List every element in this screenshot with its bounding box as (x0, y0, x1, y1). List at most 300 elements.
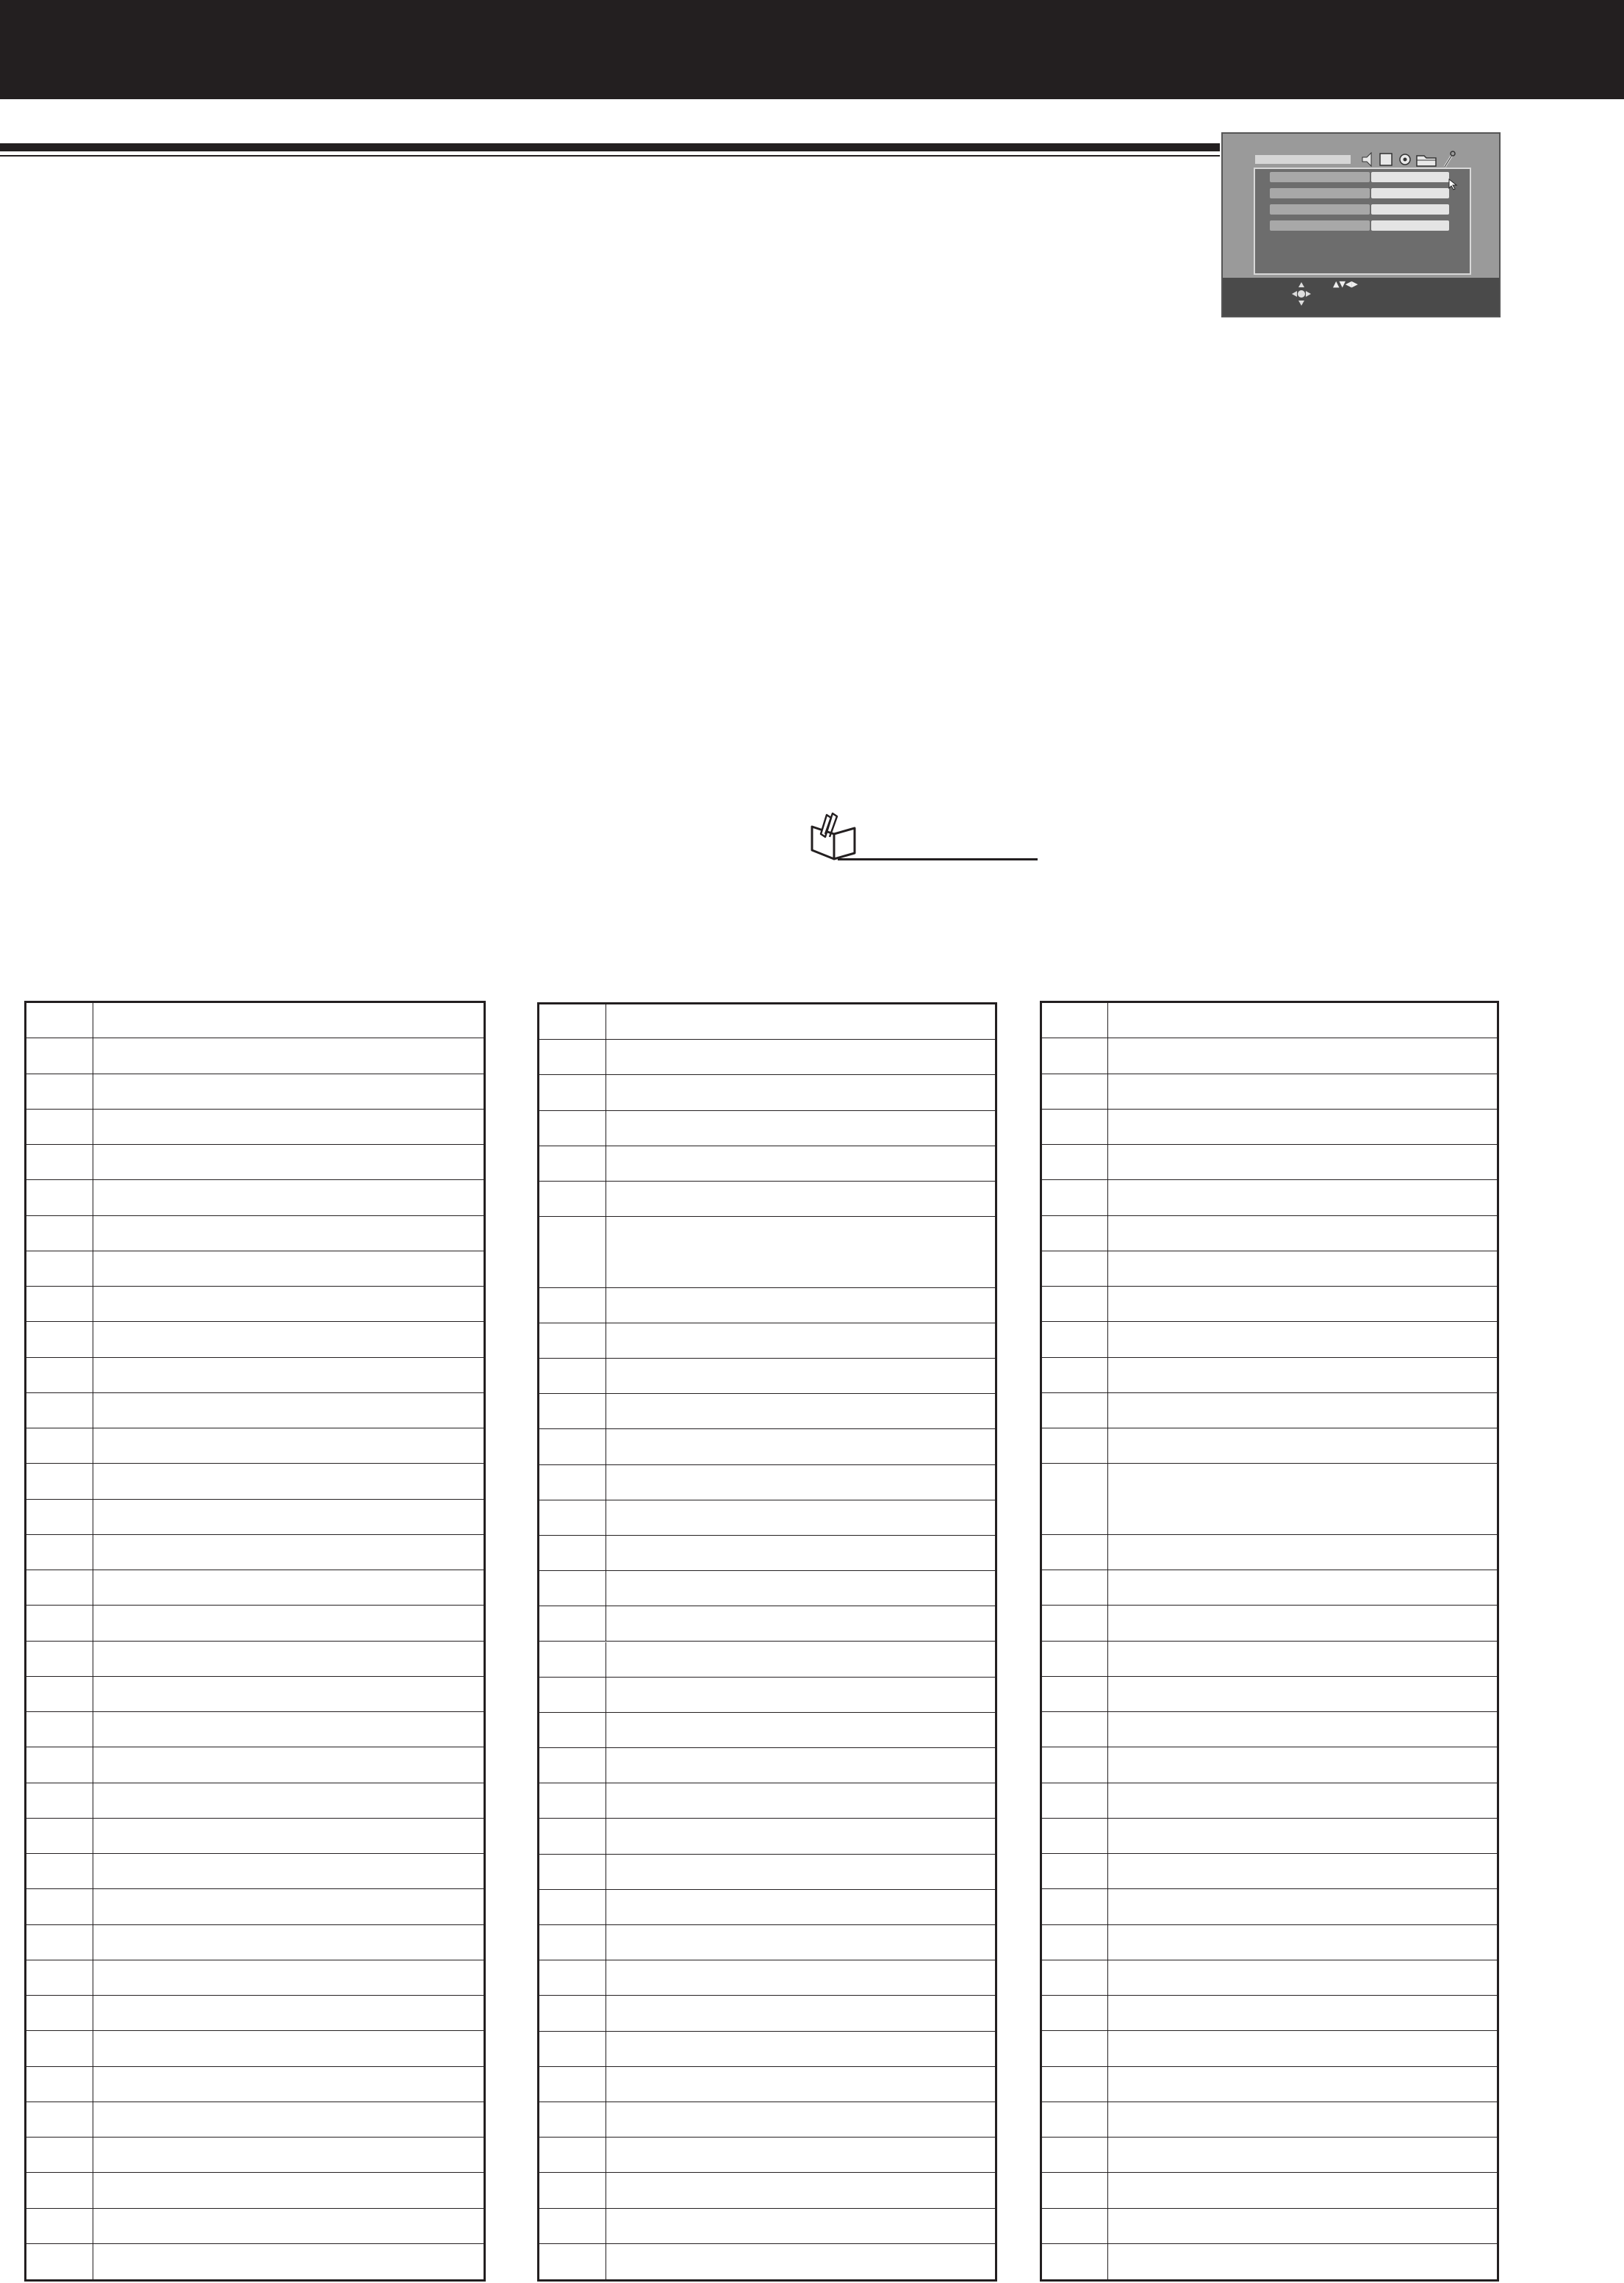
table-row (1042, 1925, 1497, 1960)
table-cell-code (1042, 1783, 1108, 1818)
table-cell-code (26, 1464, 93, 1498)
table-cell-item (606, 1783, 995, 1818)
table-cell-code (1042, 1677, 1108, 1711)
table-cell-item (606, 1960, 995, 1995)
table-cell-code (1042, 2067, 1108, 2102)
table-row (539, 1606, 995, 1642)
table-row (1042, 1819, 1497, 1854)
table-cell-code (26, 1819, 93, 1853)
table-cell-code (26, 2102, 93, 2137)
table-cell-item (606, 1500, 995, 1535)
table-cell-code (1042, 1216, 1108, 1251)
table-cell-code (1042, 1606, 1108, 1640)
table-cell-code (539, 1182, 606, 1216)
table-cell-item (606, 2102, 995, 2137)
table-row (539, 1075, 995, 1110)
table-row (1042, 1996, 1497, 2031)
table-row (26, 1110, 484, 1145)
table-row (26, 1251, 484, 1287)
table-cell-item (93, 1570, 484, 1605)
table-row (539, 1465, 995, 1500)
table-cell-code (26, 1996, 93, 2030)
table-row (1042, 1428, 1497, 1464)
table-cell-item (1108, 1003, 1497, 1038)
table-cell-item (606, 1323, 995, 1358)
table-cell-item (606, 1642, 995, 1677)
table-row (539, 1217, 995, 1287)
table-cell-item (1108, 2031, 1497, 2066)
table-cell-code (26, 2138, 93, 2172)
table-cell-code (1042, 1428, 1108, 1463)
table-cell-code (1042, 1145, 1108, 1179)
table-cell-code (1042, 2102, 1108, 2137)
title-rule (0, 143, 1220, 151)
table-cell-item (606, 1075, 995, 1110)
table-row (539, 1288, 995, 1323)
table-cell-code (1042, 2138, 1108, 2172)
table-row (26, 1393, 484, 1428)
table-row (1042, 1358, 1497, 1393)
table-cell-item (606, 1217, 995, 1287)
table-cell-code (539, 2244, 606, 2279)
table-cell-code (539, 1819, 606, 1853)
table-cell-code (539, 1323, 606, 1358)
table-row (26, 1003, 484, 1038)
table-cell-code (1042, 2244, 1108, 2279)
table-cell-code (26, 1712, 93, 1747)
table-cell-code (539, 1606, 606, 1641)
table-row (539, 2173, 995, 2208)
table-cell-item (606, 1713, 995, 1747)
table-cell-item (93, 1854, 484, 1888)
table-cell-code (1042, 1819, 1108, 1853)
table-row (1042, 1287, 1497, 1322)
table-row (26, 2067, 484, 2102)
table-row (26, 1783, 484, 1819)
table-cell-code (26, 1854, 93, 1888)
table-cell-item (606, 1111, 995, 1146)
table-cell-item (1108, 1819, 1497, 1853)
table-cell-item (93, 2138, 484, 2172)
osd-footer-hint: ▲▼◀▶ (1333, 279, 1358, 289)
note-underline (838, 858, 1038, 860)
table-cell-item (1108, 1428, 1497, 1463)
table-row (26, 1358, 484, 1393)
table-cell-item (1108, 1464, 1497, 1534)
table-cell-item (93, 1677, 484, 1711)
table-cell-item (606, 1429, 995, 1464)
table-row (26, 2138, 484, 2173)
table-right (1040, 1001, 1499, 2282)
table-cell-code (26, 1358, 93, 1392)
table-cell-code (539, 1996, 606, 2030)
table-row (1042, 1038, 1497, 1074)
table-cell-code (1042, 2173, 1108, 2207)
table-cell-code (539, 1111, 606, 1146)
table-row (539, 1323, 995, 1359)
osd-menu-row (1270, 220, 1449, 231)
table-cell-code (1042, 1712, 1108, 1747)
table-cell-code (26, 1287, 93, 1321)
table-row (1042, 1393, 1497, 1428)
table-row (26, 1889, 484, 1924)
table-cell-item (93, 1606, 484, 1640)
folder-icon (1417, 156, 1436, 166)
table-cell-item (1108, 1606, 1497, 1640)
table-row (26, 1535, 484, 1570)
table-cell-code (26, 1606, 93, 1640)
table-cell-code (539, 1855, 606, 1889)
table-cell-code (539, 2173, 606, 2207)
table-row (539, 1855, 995, 1890)
table-row (26, 2244, 484, 2279)
table-cell-item (1108, 2138, 1497, 2172)
table-cell-code (1042, 1393, 1108, 1428)
table-cell-code (26, 1216, 93, 1251)
table-cell-item (1108, 1712, 1497, 1747)
table-row (539, 1678, 995, 1713)
table-cell-code (26, 1925, 93, 1960)
table-row (1042, 1464, 1497, 1535)
table-cell-item (1108, 1074, 1497, 1109)
table-row (539, 1571, 995, 1606)
table-row (26, 1428, 484, 1464)
table-cell-code (1042, 1110, 1108, 1144)
table-cell-item (93, 1003, 484, 1038)
table-cell-code (1042, 1180, 1108, 1215)
table-cell-item (1108, 1570, 1497, 1605)
table-row (1042, 1960, 1497, 1996)
table-row (539, 2032, 995, 2067)
table-cell-item (93, 2209, 484, 2243)
table-cell-item (606, 1004, 995, 1039)
table-row (1042, 1747, 1497, 1783)
table-row (1042, 1535, 1497, 1570)
table-cell-code (539, 1571, 606, 1606)
table-cell-code (1042, 1287, 1108, 1321)
table-cell-item (93, 1074, 484, 1109)
table-left (24, 1001, 486, 2282)
table-cell-item (93, 1747, 484, 1782)
table-row (1042, 1606, 1497, 1641)
table-cell-code (26, 1393, 93, 1428)
table-cell-item (606, 2138, 995, 2172)
table-cell-code (26, 1747, 93, 1782)
table-cell-code (26, 1322, 93, 1356)
table-cell-item (93, 1428, 484, 1463)
table-row (539, 1500, 995, 1536)
table-cell-item (1108, 2173, 1497, 2207)
table-cell-code (26, 1642, 93, 1676)
osd-menu-row (1270, 204, 1449, 215)
table-row (1042, 1642, 1497, 1677)
table-row (1042, 1783, 1497, 1819)
table-cell-item (93, 1500, 484, 1534)
table-cell-code (26, 2209, 93, 2243)
table-cell-item (93, 1145, 484, 1179)
table-row (1042, 1110, 1497, 1145)
table-cell-item (606, 1678, 995, 1712)
table-cell-item (93, 1925, 484, 1960)
table-cell-code (1042, 2209, 1108, 2243)
table-cell-code (26, 1535, 93, 1570)
table-cell-code (1042, 1535, 1108, 1570)
table-cell-code (539, 2102, 606, 2137)
table-cell-item (1108, 1925, 1497, 1960)
table-cell-item (93, 1642, 484, 1676)
table-row (539, 2102, 995, 2138)
table-row (26, 1996, 484, 2031)
table-cell-code (26, 1145, 93, 1179)
table-cell-code (539, 1960, 606, 1995)
table-cell-code (539, 1075, 606, 1110)
table-cell-code (26, 1960, 93, 1995)
table-row (1042, 2102, 1497, 2138)
table-cell-item (93, 1464, 484, 1498)
table-row (1042, 2209, 1497, 2244)
table-row (26, 1216, 484, 1251)
table-cell-item (1108, 1677, 1497, 1711)
osd-menu-footer (1223, 278, 1499, 316)
table-row (539, 2138, 995, 2173)
table-cell-item (93, 1180, 484, 1215)
table-cell-code (26, 1038, 93, 1073)
table-cell-item (1108, 2209, 1497, 2243)
table-row (539, 1748, 995, 1783)
table-row (539, 1004, 995, 1040)
note-book-icon (805, 812, 863, 863)
table-row (26, 1180, 484, 1215)
table-cell-code (1042, 1570, 1108, 1605)
table-cell-item (1108, 1038, 1497, 1073)
table-cell-code (26, 2244, 93, 2279)
table-cell-code (26, 1428, 93, 1463)
table-cell-code (1042, 1960, 1108, 1995)
header-band (0, 0, 1624, 99)
table-row (1042, 1216, 1497, 1251)
table-row (26, 1854, 484, 1889)
table-cell-code (26, 1783, 93, 1818)
table-cell-code (1042, 1747, 1108, 1782)
table-row (1042, 1677, 1497, 1712)
table-cell-item (1108, 1535, 1497, 1570)
table-cell-item (93, 1110, 484, 1144)
table-cell-code (539, 2209, 606, 2243)
speaker-icon (1362, 153, 1371, 166)
title-rule-thin (0, 155, 1220, 157)
table-row (539, 1925, 995, 1960)
wrench-icon (1445, 151, 1455, 167)
table-cell-item (1108, 1110, 1497, 1144)
table-cell-item (1108, 1642, 1497, 1676)
table-cell-code (26, 1074, 93, 1109)
table-cell-code (1042, 1996, 1108, 2030)
table-cell-item (606, 2067, 995, 2102)
table-cell-code (1042, 2031, 1108, 2066)
table-cell-item (93, 1251, 484, 1286)
table-row (26, 1038, 484, 1074)
table-cell-item (93, 1960, 484, 1995)
table-row (26, 1960, 484, 1996)
table-cell-item (606, 2173, 995, 2207)
table-cell-code (539, 1890, 606, 1924)
table-row (539, 2067, 995, 2102)
table-cell-item (606, 1925, 995, 1960)
table-cell-code (1042, 1464, 1108, 1534)
table-cell-item (1108, 1251, 1497, 1286)
table-row (539, 1996, 995, 2031)
table-row (26, 2031, 484, 2066)
table-cell-code (1042, 1854, 1108, 1888)
table-cell-item (606, 1394, 995, 1428)
table-row (1042, 1251, 1497, 1287)
table-cell-item (93, 2031, 484, 2066)
table-cell-code (1042, 1003, 1108, 1038)
table-cell-item (93, 1393, 484, 1428)
table-row (1042, 2244, 1497, 2279)
table-cell-item (606, 1855, 995, 1889)
arrow-pad-icon (1290, 281, 1312, 307)
table-cell-item (606, 1182, 995, 1216)
table-row (26, 2102, 484, 2138)
table-row (1042, 2067, 1497, 2102)
table-cell-item (93, 1287, 484, 1321)
table-cell-item (93, 1889, 484, 1924)
table-row (1042, 1074, 1497, 1110)
table-row (539, 1642, 995, 1678)
table-cell-code (539, 2138, 606, 2172)
table-cell-item (93, 1038, 484, 1073)
table-cell-item (606, 2209, 995, 2243)
audio-icon (1400, 154, 1410, 165)
table-cell-item (606, 2032, 995, 2066)
table-cell-code (1042, 1642, 1108, 1676)
table-row (539, 2209, 995, 2244)
table-row (26, 2173, 484, 2208)
table-cell-item (93, 1358, 484, 1392)
table-row (539, 1146, 995, 1182)
table-row (539, 1819, 995, 1854)
table-cell-item (1108, 1145, 1497, 1179)
osd-menu-row (1270, 172, 1449, 182)
table-cell-item (1108, 2244, 1497, 2279)
table-cell-code (1042, 1925, 1108, 1960)
table-cell-code (539, 2067, 606, 2102)
table-cell-code (539, 1288, 606, 1323)
table-cell-item (1108, 1889, 1497, 1924)
table-cell-item (1108, 1322, 1497, 1356)
table-cell-code (539, 1040, 606, 1074)
table-cell-code (539, 1783, 606, 1818)
table-cell-item (1108, 2067, 1497, 2102)
table-cell-item (93, 1996, 484, 2030)
table-cell-item (93, 2067, 484, 2102)
table-cell-code (26, 1251, 93, 1286)
table-cell-item (1108, 1216, 1497, 1251)
table-cell-item (93, 1783, 484, 1818)
table-cell-code (539, 1004, 606, 1039)
table-cell-code (539, 1394, 606, 1428)
table-cell-code (539, 1713, 606, 1747)
table-row (539, 1890, 995, 1925)
table-cell-item (606, 1571, 995, 1606)
table-row (539, 1359, 995, 1394)
table-cell-item (1108, 1996, 1497, 2030)
table-row (26, 1819, 484, 1854)
table-cell-item (606, 1748, 995, 1783)
table-cell-code (26, 1180, 93, 1215)
table-cell-item (606, 1890, 995, 1924)
table-row (26, 1570, 484, 1606)
table-row (26, 1677, 484, 1712)
table-cell-item (606, 1146, 995, 1181)
table-row (539, 1713, 995, 1748)
table-cell-item (93, 1712, 484, 1747)
table-cell-item (1108, 1393, 1497, 1428)
table-row (26, 1145, 484, 1180)
table-cell-code (26, 2031, 93, 2066)
table-cell-item (1108, 1747, 1497, 1782)
table-row (26, 1642, 484, 1677)
table-cell-code (26, 1500, 93, 1534)
table-cell-code (26, 1570, 93, 1605)
table-cell-item (606, 1288, 995, 1323)
table-row (26, 1074, 484, 1110)
table-row (539, 1783, 995, 1819)
table-row (1042, 1712, 1497, 1747)
table-row (539, 1394, 995, 1429)
table-row (539, 1536, 995, 1571)
table-row (26, 1287, 484, 1322)
table-cell-item (1108, 1180, 1497, 1215)
table-cell-code (539, 1500, 606, 1535)
table-cell-item (1108, 1287, 1497, 1321)
table-row (26, 1712, 484, 1747)
table-cell-code (26, 1003, 93, 1038)
table-cell-code (1042, 1358, 1108, 1392)
table-cell-code (539, 1146, 606, 1181)
table-cell-item (606, 1606, 995, 1641)
table-cell-item (1108, 1960, 1497, 1995)
table-cell-code (1042, 1038, 1108, 1073)
table-cell-item (1108, 2102, 1497, 2137)
table-cell-item (1108, 1358, 1497, 1392)
table-cell-item (93, 2102, 484, 2137)
osd-menu-title-tab (1255, 155, 1351, 164)
table-row (1042, 1570, 1497, 1606)
table-cell-item (93, 1322, 484, 1356)
table-cell-item (93, 1535, 484, 1570)
table-row (539, 2244, 995, 2279)
table-row (26, 1322, 484, 1357)
table-cell-item (606, 2244, 995, 2279)
table-row (539, 1429, 995, 1464)
table-cell-item (606, 1040, 995, 1074)
table-cell-code (539, 1642, 606, 1677)
table-row (26, 1747, 484, 1783)
table-cell-item (1108, 1783, 1497, 1818)
table-cell-code (539, 1925, 606, 1960)
table-cell-code (1042, 1889, 1108, 1924)
table-row (1042, 1180, 1497, 1215)
table-row (1042, 2031, 1497, 2066)
table-row (26, 1464, 484, 1499)
table-cell-code (539, 2032, 606, 2066)
cursor-icon (1448, 178, 1459, 191)
table-row (539, 1182, 995, 1217)
table-row (539, 1960, 995, 1996)
table-row (1042, 2173, 1497, 2208)
